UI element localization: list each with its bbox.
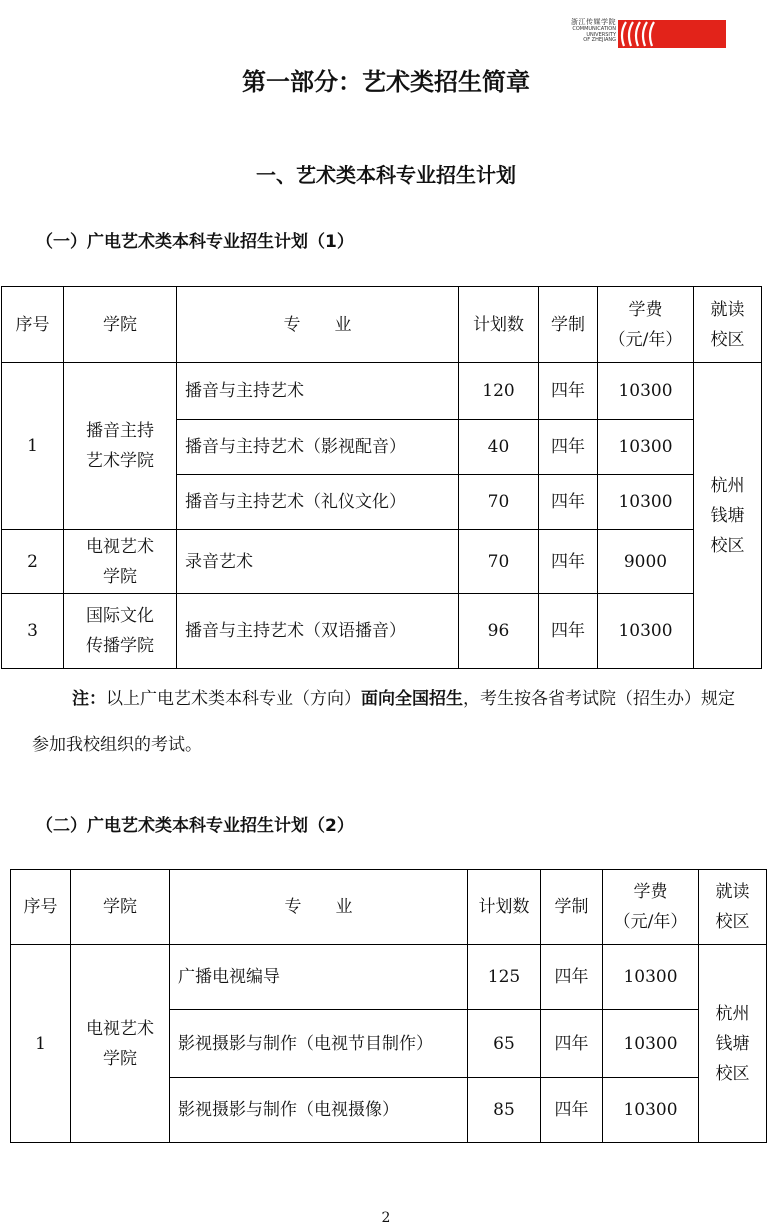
fee-cell: 10300 <box>598 475 694 530</box>
header-campus-line-2: 校区 <box>710 329 745 350</box>
header-quota: 计划数 <box>468 870 541 945</box>
years-cell: 四年 <box>539 420 598 475</box>
logo-cn-name: 浙江传媒学院 <box>571 18 616 26</box>
years-cell: 四年 <box>539 363 598 420</box>
seq-cell: 3 <box>2 594 64 669</box>
table2-heading: （二）广电艺术类本科专业招生计划（2） <box>36 816 354 836</box>
header-years: 学制 <box>539 287 598 363</box>
fee-cell: 10300 <box>603 945 699 1010</box>
table-row <box>11 945 767 1010</box>
campus-cell <box>699 945 767 1143</box>
college-cell <box>64 363 177 530</box>
major-cell: 影视摄影与制作（电视摄像） <box>170 1078 468 1143</box>
major-cell: 播音与主持艺术（影视配音） <box>177 420 459 475</box>
campus-line-2: 钱塘 <box>710 505 745 526</box>
logo-en-line-2: UNIVERSITY <box>586 31 616 38</box>
page-number: 2 <box>381 1210 391 1226</box>
campus-cell <box>694 363 762 669</box>
fee-cell: 10300 <box>603 1078 699 1143</box>
header-seq: 序号 <box>2 287 64 363</box>
college-line-1: 电视艺术 <box>86 1018 154 1039</box>
header-campus-line-1: 就读 <box>710 299 745 320</box>
campus-line-3: 校区 <box>715 1063 750 1084</box>
quota-cell: 85 <box>468 1078 541 1143</box>
logo-text <box>556 18 616 44</box>
major-cell: 播音与主持艺术（双语播音） <box>177 594 459 669</box>
table-row <box>2 363 762 420</box>
header-fee-line-1: 学费 <box>633 882 668 902</box>
header-fee <box>598 287 694 363</box>
major-cell: 录音艺术 <box>177 530 459 594</box>
header-college: 学院 <box>71 870 170 945</box>
quota-cell: 70 <box>459 530 539 594</box>
header-seq: 序号 <box>11 870 71 945</box>
logo-en-line-1: COMMUNICATION <box>572 26 616 32</box>
seq-cell: 1 <box>11 945 71 1143</box>
table-header-row <box>2 287 762 363</box>
header-college: 学院 <box>64 287 177 363</box>
years-cell: 四年 <box>541 1010 603 1078</box>
enrollment-table-1 <box>1 286 762 669</box>
years-cell: 四年 <box>539 594 598 669</box>
fee-cell: 10300 <box>598 420 694 475</box>
campus-line-3: 校区 <box>710 535 745 556</box>
college-line-2: 学院 <box>103 1048 137 1069</box>
quota-cell: 40 <box>459 420 539 475</box>
college-cell <box>71 945 170 1143</box>
section-title: 一、艺术类本科专业招生计划 <box>256 163 516 187</box>
page-title: 第一部分：艺术类招生简章 <box>242 68 530 96</box>
header-fee <box>603 870 699 945</box>
college-line-2: 艺术学院 <box>86 451 154 471</box>
header-fee-line-2: （元/年） <box>613 912 688 932</box>
quota-cell: 65 <box>468 1010 541 1078</box>
header-major: 专 业 <box>170 870 468 945</box>
college-line-2: 学院 <box>103 566 137 587</box>
years-cell: 四年 <box>541 945 603 1010</box>
quota-cell: 96 <box>459 594 539 669</box>
header-fee-line-1: 学费 <box>628 299 663 320</box>
major-cell: 播音与主持艺术 <box>177 363 459 420</box>
campus-line-1: 杭州 <box>710 475 745 496</box>
header-major: 专 业 <box>177 287 459 363</box>
header-campus <box>699 870 767 945</box>
college-line-1: 电视艺术 <box>86 536 154 557</box>
college-cell <box>64 530 177 594</box>
college-cell <box>64 594 177 669</box>
years-cell: 四年 <box>541 1078 603 1143</box>
college-line-1: 播音主持 <box>86 421 154 441</box>
header-years: 学制 <box>541 870 603 945</box>
logo-en-line-3: OF ZHEJIANG <box>583 37 616 43</box>
note-text-before: 以上广电艺术类本科专业（方向） <box>106 689 361 709</box>
table-row <box>2 530 762 594</box>
campus-line-1: 杭州 <box>715 1003 750 1024</box>
header-fee-line-2: （元/年） <box>608 329 683 350</box>
table-header-row <box>11 870 767 945</box>
university-logo <box>556 18 726 50</box>
seq-cell: 2 <box>2 530 64 594</box>
header-campus <box>694 287 762 363</box>
quota-cell: 120 <box>459 363 539 420</box>
fee-cell: 10300 <box>598 594 694 669</box>
seq-cell: 1 <box>2 363 64 530</box>
enrollment-table-2 <box>10 869 767 1143</box>
college-line-2: 传播学院 <box>86 636 154 656</box>
fee-cell: 9000 <box>598 530 694 594</box>
logo-stripes-icon <box>618 20 726 48</box>
note-emphasis: 面向全国招生 <box>361 689 463 709</box>
quota-cell: 125 <box>468 945 541 1010</box>
header-campus-line-1: 就读 <box>715 882 750 902</box>
note-paragraph <box>32 676 742 768</box>
table-row <box>2 594 762 669</box>
fee-cell: 10300 <box>598 363 694 420</box>
note-label: 注： <box>72 689 106 709</box>
years-cell: 四年 <box>539 475 598 530</box>
header-quota: 计划数 <box>459 287 539 363</box>
college-line-1: 国际文化 <box>86 606 154 626</box>
major-cell: 广播电视编导 <box>170 945 468 1010</box>
note-text-after: ，考生按各省考试院（招生办）规定参加我校组织的考试。 <box>32 689 735 755</box>
major-cell: 播音与主持艺术（礼仪文化） <box>177 475 459 530</box>
major-cell: 影视摄影与制作（电视节目制作） <box>170 1010 468 1078</box>
fee-cell: 10300 <box>603 1010 699 1078</box>
campus-line-2: 钱塘 <box>715 1033 750 1054</box>
table1-heading: （一）广电艺术类本科专业招生计划（1） <box>36 232 354 252</box>
header-campus-line-2: 校区 <box>715 912 750 932</box>
years-cell: 四年 <box>539 530 598 594</box>
quota-cell: 70 <box>459 475 539 530</box>
